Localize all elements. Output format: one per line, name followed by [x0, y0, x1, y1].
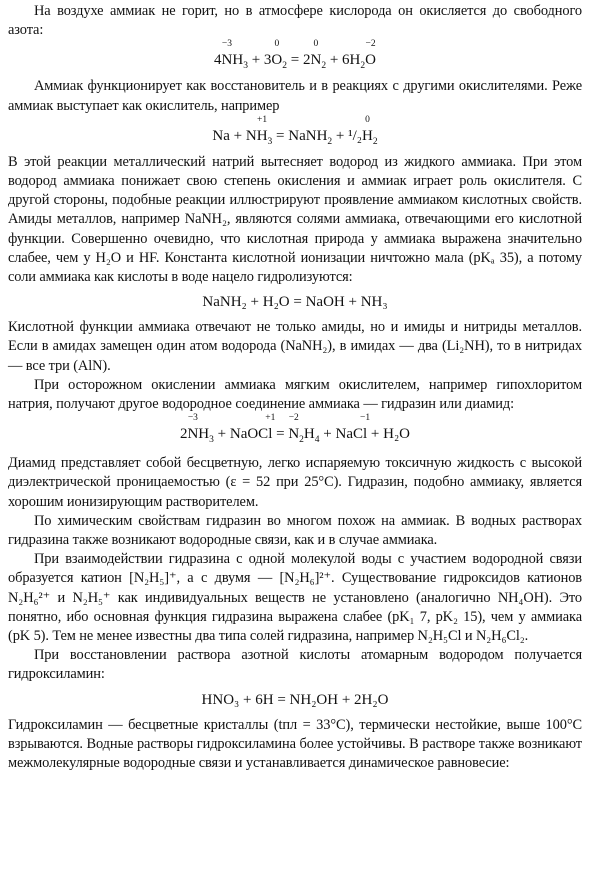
equation-sodium-ammonia: Na + N +1 $H_3$ = NaNH$_2$ + ¹/₂ 0 $H_2$ [212, 114, 378, 147]
paragraph-4: Кислотной функции аммиака отвечают не только амиды, но и имиды и нитриды металлов. Если в амидах замещен один атом водорода (NaNH₂), в имидах — два (Li₂NH), то в нитридах — все три (AlN). [8, 319, 582, 374]
equation-ammonia-oxidation: 4 −3 $NH_3 + 3$ 0 $O_2 = 2$ 0 $N_2 + 6H_2$ −2 O [214, 39, 376, 72]
paragraph-6: Диамид представляет собой бесцветную, легко испаряемую токсичную жидкость с высокой диэлектрической проницаемостью (ε = 52 при 25°C). Гидразин, подобно аммиаку, является хорошим ионизирующим растворителем. [8, 455, 582, 510]
paragraph-5: При осторожном окислении аммиака мягким окислителем, например гипохлоритом натрия, получают другое водородное соединение аммиака — гидразин или диамид: [8, 376, 582, 413]
paragraph-9: При восстановлении раствора азотной кислоты атомарным водородом получается гидроксиламин: [8, 647, 582, 683]
paragraph-3: В этой реакции металлический натрий вытесняет водород из жидкого аммиака. При этом водород аммиака понижает свою степень окисления и аммиак играет роль окислителя. С другой стороны, подобные реакции иллюстрируют проявление аммиаком кислотных свойств. Амиды металлов, например NaNH₂, являются солями аммиака, отвечающими его кислотной функции. Совершенно очевидно, что кислотная природа у аммиака выражена значительно слабее, чем у H₂O и HF. Константа кислотной ионизации ничтожно мала (pKₐ 35), а потому соли аммиака как кислоты в воде нацело гидролизуются: [8, 153, 582, 286]
equation-hydroxylamine: HNO₃ + 6H = NH₂OH + 2H₂O [201, 691, 389, 708]
paragraph-10: Гидроксиламин — бесцветные кристаллы (tпл = 33°C), термически нестойкие, выше 100°C взрываются. Водные растворы гидроксиламина более устойчивы. В растворе также возникают межмолекулярные водородные связи и устанавливается динамическое равновесие: [8, 716, 582, 772]
paragraph-2: Аммиак функционирует как восстановитель и в реакциях с другими окислителями. Реже аммиак выступает как окислитель, например [8, 78, 582, 114]
paragraph-1: На воздухе аммиак не горит, но в атмосфере кислорода он окисляется до свободного азота: [8, 3, 582, 39]
equation-amide-hydrolysis: NaNH₂ + H₂O = NaOH + NH₃ [202, 294, 388, 311]
paragraph-8: При взаимодействии гидразина с одной молекулой воды с участием водородной связи образуется катион [N₂H₅]⁺, а с двумя — [N₂H₆]²⁺. Существование гидроксидов катионов N₂H₆²⁺ и N₂H₅⁺ как индивидуальных веществ не установлено (аналогично NH₄OH). Это понятно, ибо основная функция гидразина выражена слабее (pK₁ 7, pK₂ 15), чем у аммиака (pK 5). Тем не менее известны два типа солей гидразина, например N₂H₅Cl и N₂H₆Cl₂. [8, 551, 582, 645]
paragraph-7: По химическим свойствам гидразин во многом похож на аммиак. В водных растворах гидразина также возникают водородные связи, как и в случае аммиака. [8, 512, 582, 549]
equation-hydrazine-synthesis: 2 −3 $NH_3$ + NaOC +1 l = −2 $N_2H_4$ + NaC −1 l + H₂O [179, 413, 411, 446]
